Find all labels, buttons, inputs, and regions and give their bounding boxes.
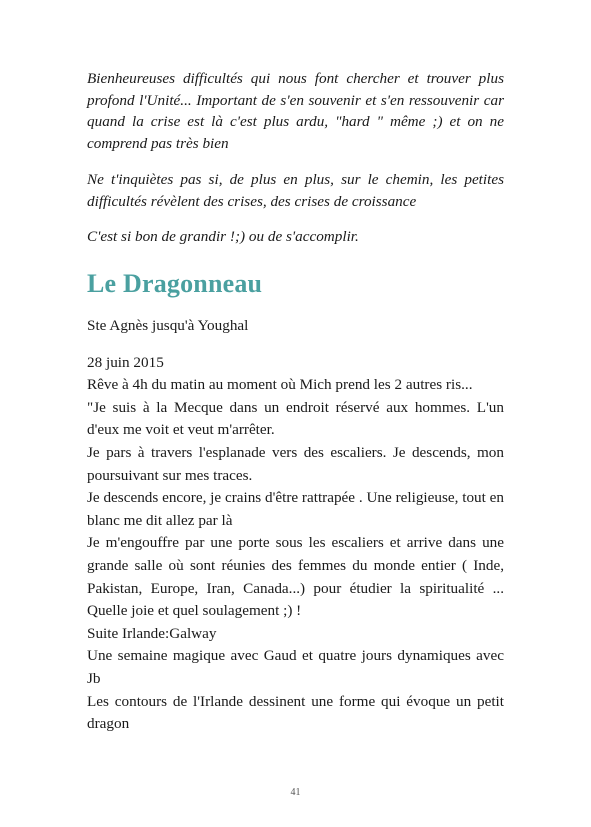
intro-block (87, 68, 504, 248)
intro-paragraph: C'est si bon de grandir !;) ou de s'accomplir. (87, 228, 359, 246)
journal-line: Les contours de l'Irlande dessinent une forme qui évoque un petit dragon (87, 692, 504, 733)
journal-line: Je m'engouffre par une porte sous les escaliers et arrive dans une grande salle où sont réunies des femmes du monde entier ( Inde, Pakistan, Europe, Iran, Canada...) pour étudier la spiritualité ... Quelle joie et quel soulagement ;) ! (87, 534, 504, 620)
chapter-title: Le Dragonneau (87, 268, 263, 298)
journal-date: 28 juin 2015 (87, 353, 164, 371)
journal-line: Une semaine magique avec Gaud et quatre jours dynamiques avec Jb (87, 647, 504, 687)
page-number: 41 (290, 787, 301, 798)
intro-paragraph: Ne t'inquiètes pas si, de plus en plus, sur le chemin, les petites difficultés révèlent des crises, des crises de croissance (87, 170, 504, 210)
journal-line: Je pars à travers l'esplanade vers des escaliers. Je descends, mon poursuivant sur mes traces. (87, 444, 504, 484)
journal-line: Je descends encore, je crains d'être rattrapée . Une religieuse, tout en blanc me dit allez par là (87, 489, 504, 529)
journal-line: Rêve à 4h du matin au moment où Mich prend les 2 autres ris... (87, 376, 473, 394)
journal-line: "Je suis à la Mecque dans un endroit réservé aux hommes. L'un d'eux me voit et veut m'arrêter. (87, 398, 504, 439)
journal-line: Suite Irlande:Galway (87, 624, 217, 642)
journal-entry (87, 352, 504, 736)
page-content (87, 68, 504, 736)
intro-paragraph: Bienheureuses difficultés qui nous font chercher et trouver plus profond l'Unité... Important de s'en souvenir et s'en ressouvenir car quand la crise est là c'est plus ardu, "hard " même ;) et on ne comprend pas très bien (87, 70, 504, 153)
chapter-subtitle: Ste Agnès jusqu'à Youghal (87, 316, 249, 334)
